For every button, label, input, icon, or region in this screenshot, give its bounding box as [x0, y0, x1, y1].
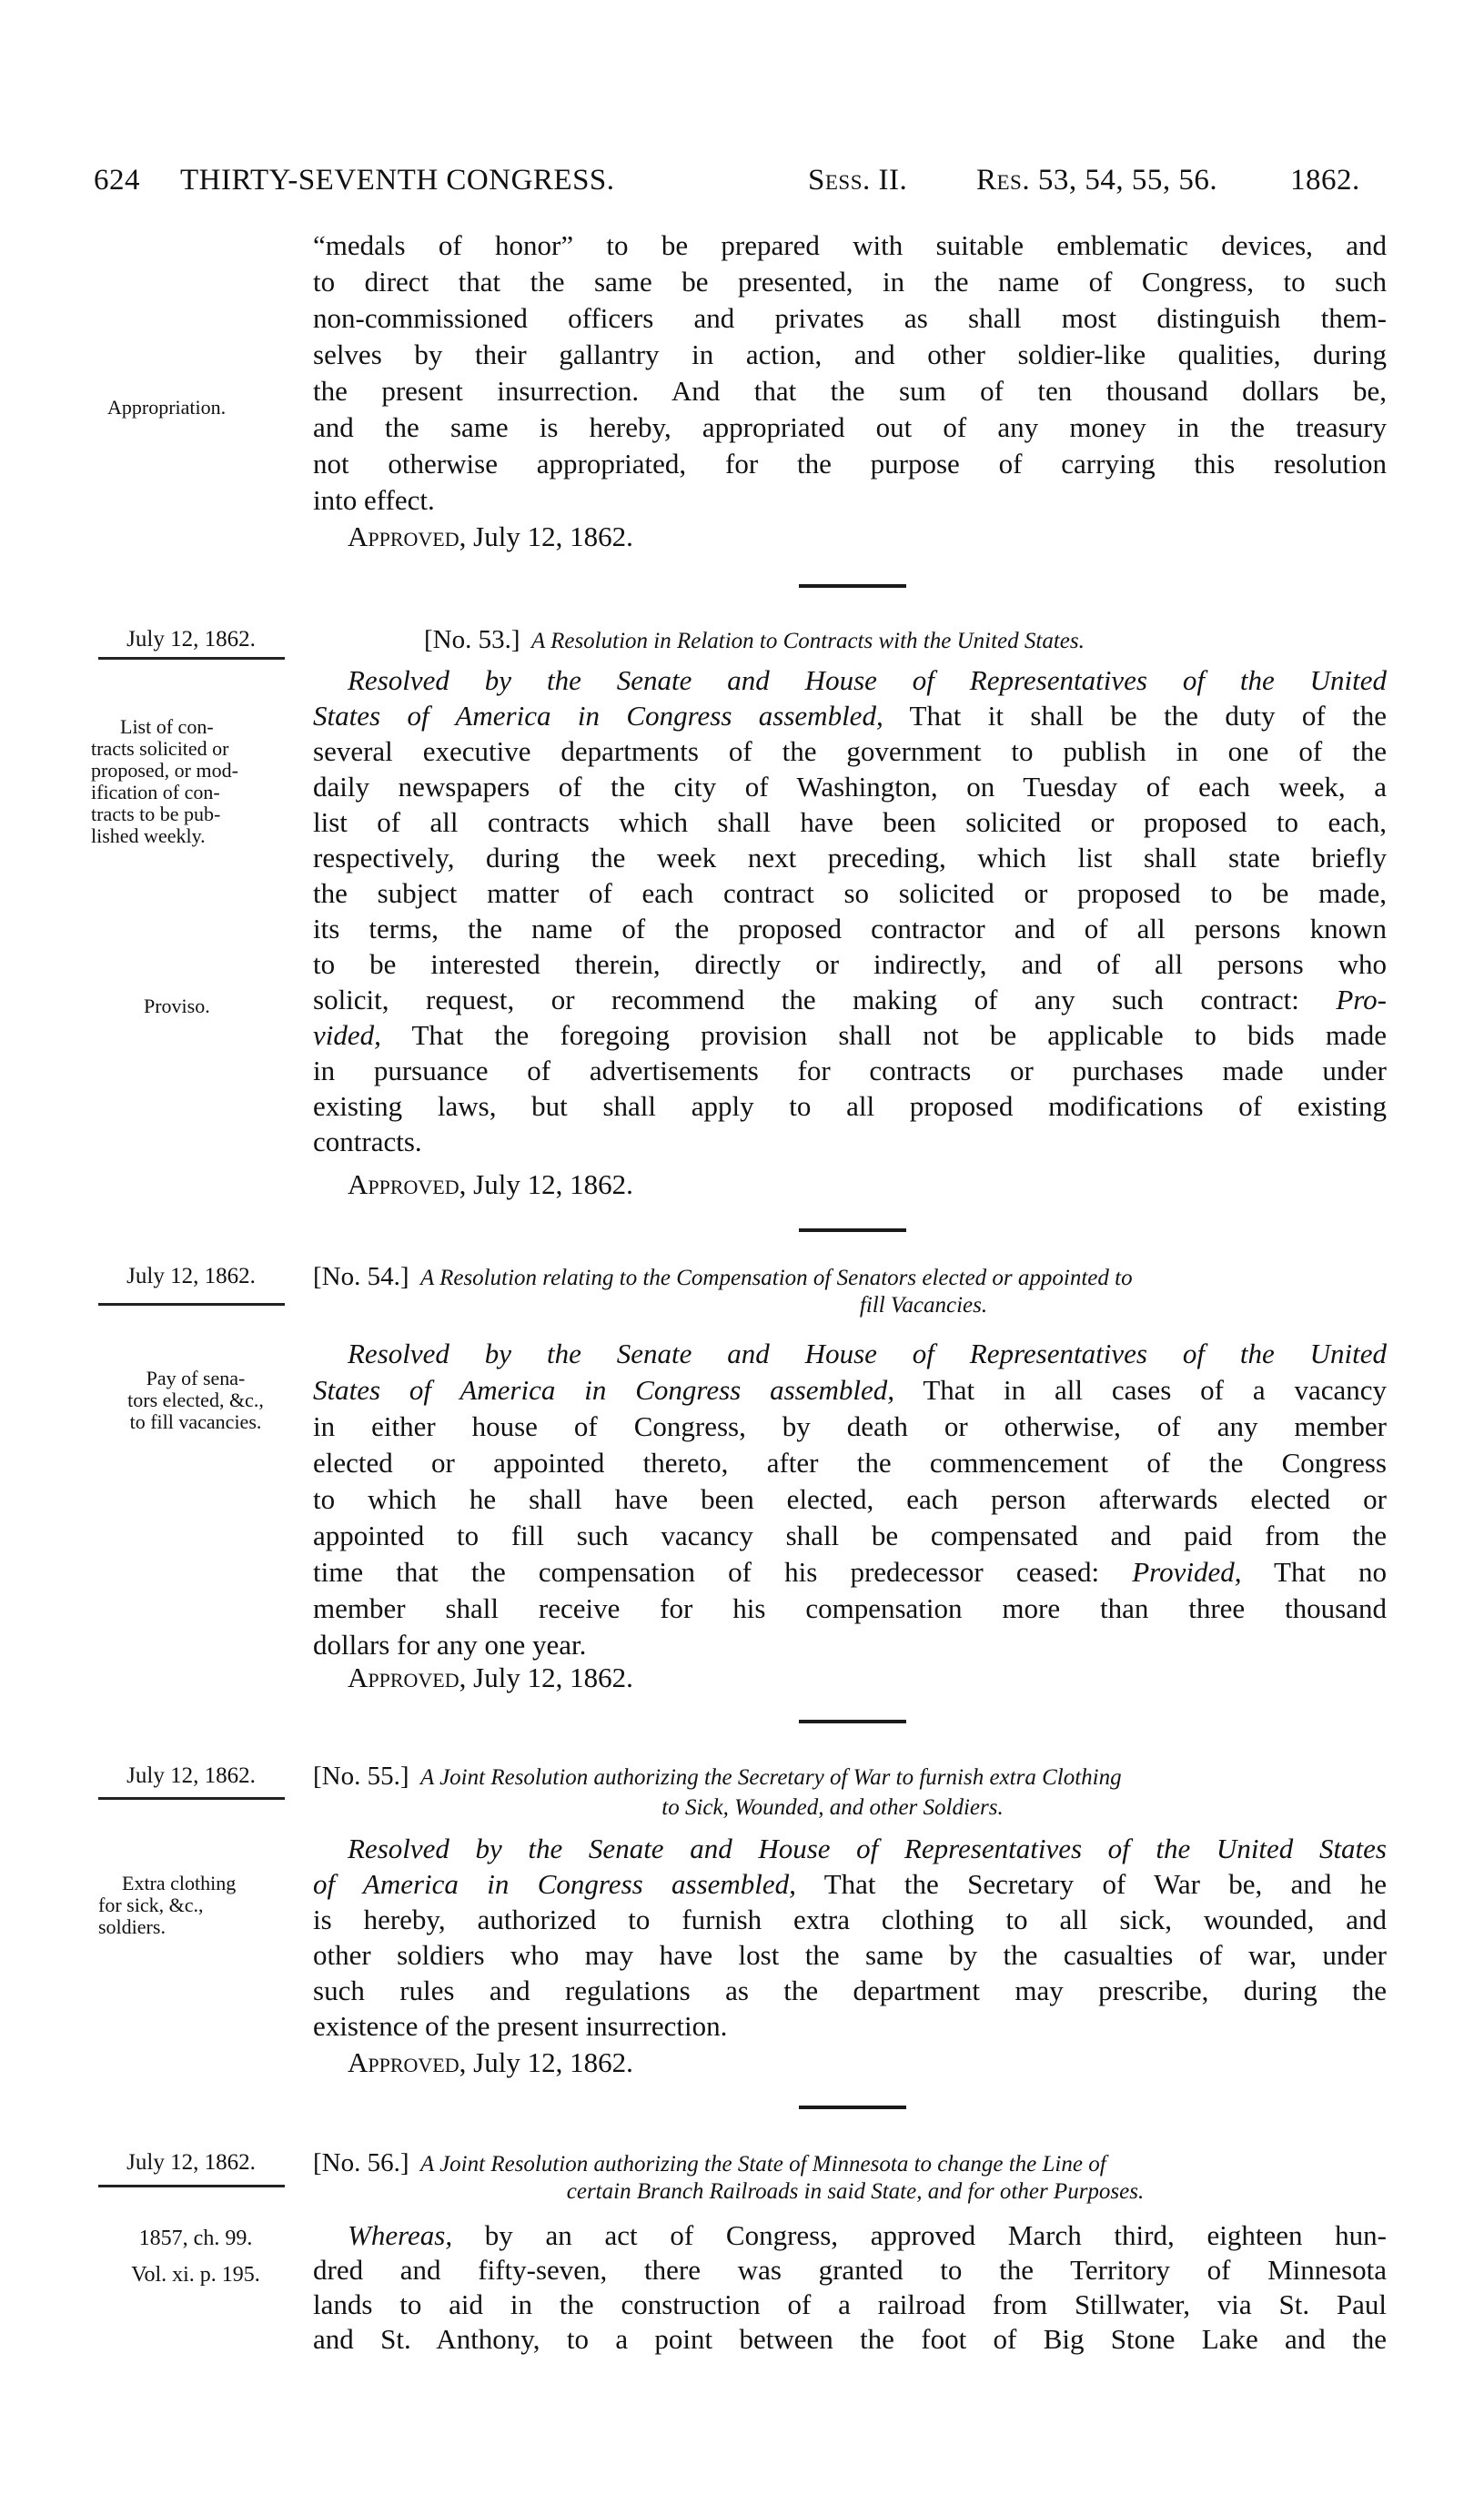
text-line: the subject matter of each contract so solicited or proposed to be made,	[313, 877, 1387, 909]
resolution-title: A Resolution in Relation to Contracts with the United States.	[531, 629, 1085, 653]
margin-note-proviso: Proviso.	[144, 995, 210, 1017]
resolution-title: A Joint Resolution authorizing the State of Minnesota to change the Line of	[420, 2152, 1106, 2177]
congress-title: THIRTY-SEVENTH CONGRESS.	[180, 164, 615, 197]
text-line: to be interested therein, directly or indirectly, and of all persons who	[313, 948, 1387, 980]
text-line: in pursuance of advertisements for contracts or purchases made under	[313, 1055, 1387, 1086]
text-line: dred and fifty-seven, there was granted to the Territory of Minnesota	[313, 2254, 1387, 2286]
text-line: States of America in Congress assembled, That in all cases of a vacancy	[313, 1374, 1388, 1406]
margin-note-pay: Pay of sena- tors elected, &c., to fill vacancies.	[127, 1367, 264, 1433]
text-line: “medals of honor” to be prepared with suitable emblematic devices, and	[313, 229, 1387, 261]
date-underline	[98, 1303, 285, 1306]
enacting-clause: Resolved by the Senate and House of Representatives of the United	[348, 664, 1387, 696]
text-line: non-commissioned officers and privates as shall most distinguish them-	[313, 302, 1387, 334]
text-line: into effect.	[313, 484, 435, 516]
margin-note-list: List of con- tracts solicited or proposed, or mod- ification of con- tracts to be pub- lished weekly.	[91, 715, 238, 847]
text-line: the present insurrection. And that the sum of ten thousand dollars be,	[313, 375, 1387, 407]
resolution-title: A Resolution relating to the Compensation of Senators elected or appointed to	[420, 1266, 1133, 1290]
year-label: 1862.	[1290, 164, 1360, 197]
text-line: list of all contracts which shall have been solicited or proposed to each,	[313, 806, 1387, 838]
resolution-number: [No. 54.]	[313, 1262, 409, 1291]
text-line: lands to aid in the construction of a railroad from Stillwater, via St. Paul	[313, 2288, 1387, 2320]
resolution-heading	[313, 1763, 1122, 1792]
text-line: dollars for any one year.	[313, 1629, 587, 1661]
text-line: elected or appointed thereto, after the commencement of the Congress	[313, 1447, 1387, 1479]
text-line: and the same is hereby, appropriated out of any money in the treasury	[313, 411, 1387, 443]
resolutions-label: Res. 53, 54, 55, 56.	[976, 164, 1218, 197]
session-label: Sess. II.	[808, 164, 908, 197]
approved-line: Approved, July 12, 1862.	[348, 520, 633, 552]
text-line: to direct that the same be presented, in the name of Congress, to such	[313, 266, 1387, 298]
resolution-heading	[313, 1263, 1133, 1292]
text-line: existence of the present insurrection.	[313, 2010, 728, 2042]
date-underline	[98, 657, 285, 660]
text-line: to which he shall have been elected, each person afterwards elected or	[313, 1483, 1387, 1515]
text-line: contracts.	[313, 1126, 422, 1157]
resolution-number: [No. 55.]	[313, 1762, 409, 1791]
approved-line: Approved, July 12, 1862.	[348, 1662, 633, 1693]
resolution-heading	[424, 626, 1085, 655]
text-line: not otherwise appropriated, for the purpose of carrying this resolution	[313, 448, 1387, 480]
resolution-title: A Joint Resolution authorizing the Secretary of War to furnish extra Clothing	[420, 1765, 1122, 1790]
section-divider	[799, 1720, 906, 1723]
margin-date: July 12, 1862.	[126, 1264, 256, 1288]
date-underline	[98, 1797, 285, 1800]
text-line: daily newspapers of the city of Washington, on Tuesday of each week, a	[313, 771, 1387, 803]
resolution-title-cont: fill Vacancies.	[859, 1293, 988, 1318]
text-line: appointed to fill such vacancy shall be compensated and paid from the	[313, 1520, 1387, 1551]
page-number: 624	[94, 164, 140, 197]
section-divider	[799, 1228, 906, 1232]
text-line: member shall receive for his compensation more than three thousand	[313, 1592, 1387, 1624]
enacting-clause: Resolved by the Senate and House of Representatives of the United	[348, 1338, 1387, 1369]
text-line: Whereas, by an act of Congress, approved March third, eighteen hun-	[348, 2219, 1387, 2251]
text-line: is hereby, authorized to furnish extra clothing to all sick, wounded, and	[313, 1904, 1387, 1935]
resolution-number: [No. 53.]	[424, 625, 520, 654]
resolution-title-cont: to Sick, Wounded, and other Soldiers.	[661, 1795, 1004, 1820]
date-underline	[98, 2185, 285, 2187]
text-line: respectively, during the week next preceding, which list shall state briefly	[313, 842, 1387, 874]
resolution-title-cont: certain Branch Railroads in said State, and for other Purposes.	[566, 2179, 1145, 2204]
text-line: time that the compensation of his predecessor ceased: Provided, That no	[313, 1556, 1388, 1588]
margin-date: July 12, 1862.	[126, 627, 256, 651]
margin-date: July 12, 1862.	[126, 1763, 256, 1788]
approved-line: Approved, July 12, 1862.	[348, 2046, 633, 2078]
text-line: its terms, the name of the proposed contractor and of all persons known	[313, 913, 1387, 944]
text-line: other soldiers who may have lost the same by the casualties of war, under	[313, 1939, 1387, 1971]
text-line: existing laws, but shall apply to all proposed modifications of existing	[313, 1090, 1387, 1122]
text-line: selves by their gallantry in action, and other soldier-like qualities, during	[313, 338, 1387, 370]
resolution-heading	[313, 2149, 1106, 2178]
section-divider	[799, 2106, 906, 2109]
margin-note-appropriation: Appropriation.	[107, 396, 227, 419]
text-line: vided, That the foregoing provision shall not be applicable to bids made	[313, 1019, 1387, 1051]
text-line: in either house of Congress, by death or otherwise, of any member	[313, 1410, 1387, 1442]
text-line: solicit, request, or recommend the making of any such contract: Pro-	[313, 984, 1387, 1015]
text-line: several executive departments of the government to publish in one of the	[313, 735, 1387, 767]
approved-line: Approved, July 12, 1862.	[348, 1168, 633, 1200]
text-line: of America in Congress assembled, That the Secretary of War be, and he	[313, 1868, 1387, 1900]
margin-note-citation: 1857, ch. 99. Vol. xi. p. 195.	[131, 2227, 260, 2287]
text-line: and St. Anthony, to a point between the foot of Big Stone Lake and the	[313, 2323, 1387, 2355]
text-line: States of America in Congress assembled, That it shall be the duty of the	[313, 700, 1388, 732]
enacting-clause: Resolved by the Senate and House of Representatives of the United States	[348, 1833, 1387, 1864]
margin-note-clothing: Extra clothing for sick, &c., soldiers.	[98, 1872, 237, 1938]
running-head	[94, 164, 1386, 197]
margin-date: July 12, 1862.	[126, 2150, 256, 2175]
resolution-number: [No. 56.]	[313, 2148, 409, 2177]
text-line: such rules and regulations as the department may prescribe, during the	[313, 1975, 1387, 2006]
section-divider	[799, 584, 906, 588]
